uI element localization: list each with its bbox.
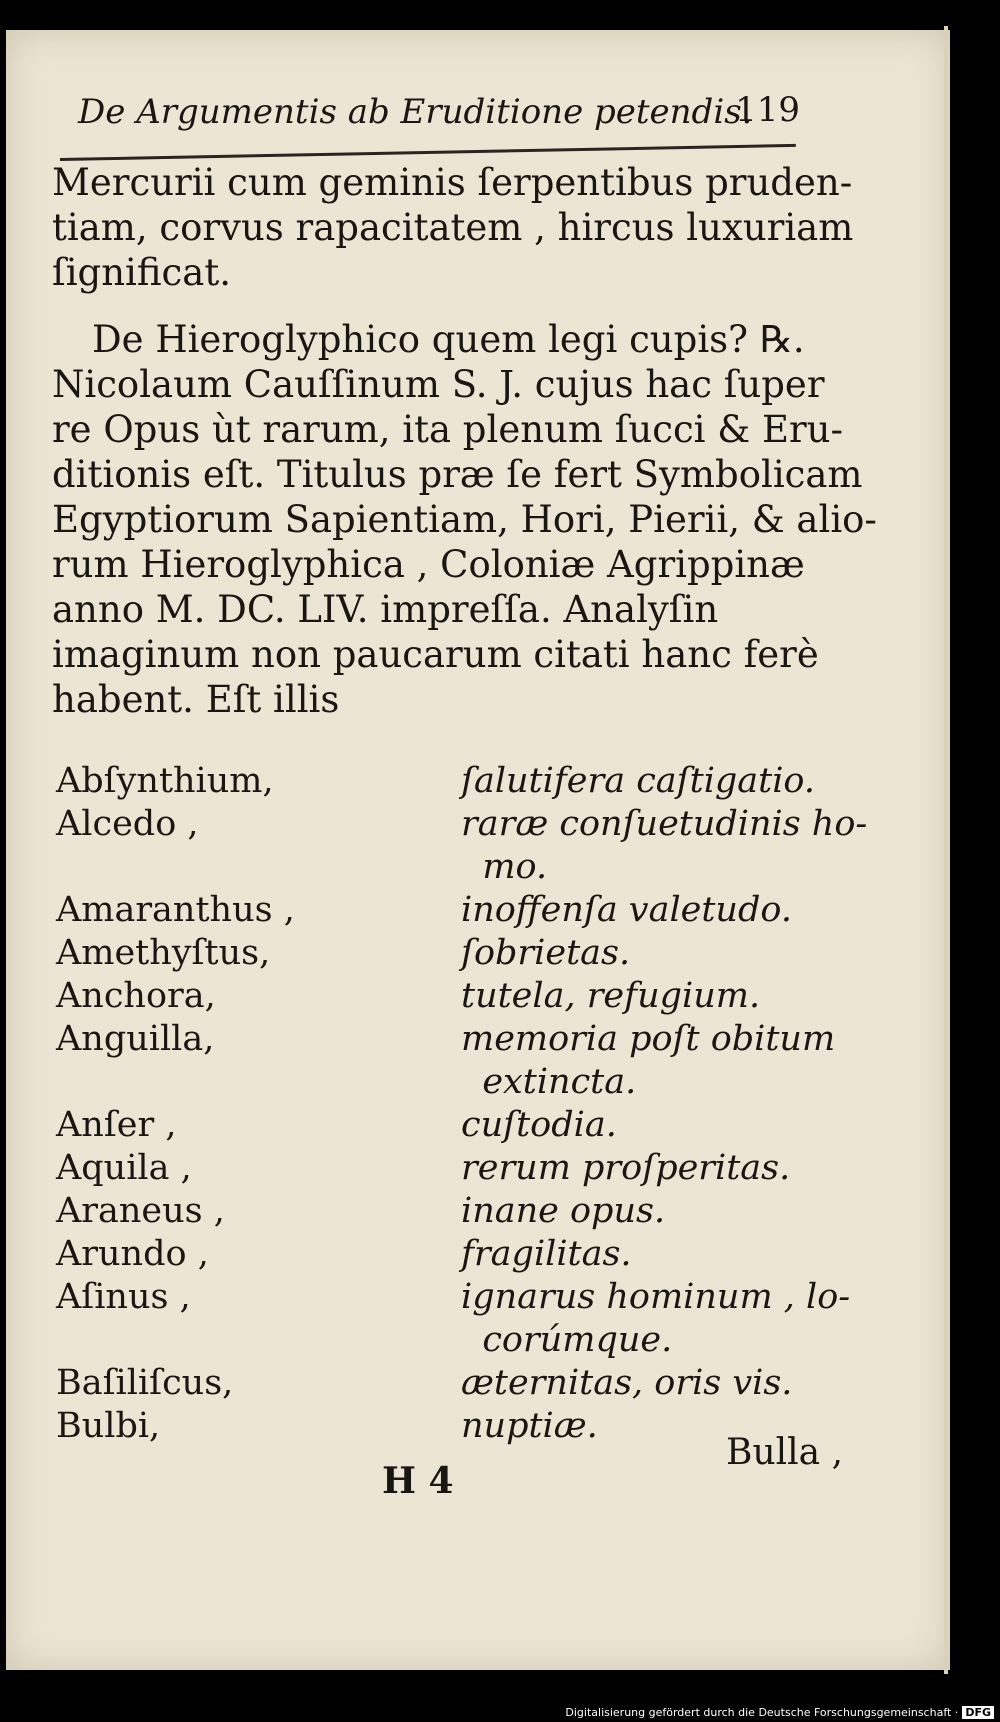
- page-edge: [944, 26, 948, 1674]
- entry-term: Anſer ,: [56, 1105, 177, 1145]
- text-line: habent. Eſt illis: [52, 678, 340, 721]
- list-item: [56, 1104, 826, 1147]
- text-line: Mercurii cum geminis ſerpentibus pruden-: [52, 161, 853, 204]
- text-line: rum Hieroglyphica , Coloniæ Agrippinæ: [52, 543, 805, 586]
- entry-meaning: ſalutifera caſtigatio.: [461, 761, 815, 801]
- entry-meaning: raræ conſuetudinis ho-: [461, 804, 868, 844]
- catchword: Bulla ,: [726, 1432, 844, 1473]
- list-item: [56, 1147, 826, 1190]
- list-item: [56, 889, 826, 932]
- entry-meaning: cuſtodia.: [461, 1105, 617, 1145]
- text-line: tiam, corvus rapacitatem , hircus luxuriam: [52, 206, 854, 249]
- list-item: [56, 1233, 826, 1276]
- list-item: [56, 1276, 851, 1319]
- signature-mark: H 4: [382, 1460, 454, 1502]
- list-item: [56, 932, 826, 975]
- entry-meaning-continuation: mo.: [482, 847, 548, 887]
- entry-meaning: fragilitas.: [461, 1234, 632, 1274]
- entry-term: Anchora,: [56, 976, 216, 1016]
- text-line: anno M. DC. LIV. impreſſa. Analyſin: [52, 588, 719, 631]
- entry-term: Bulbi,: [56, 1406, 161, 1446]
- list-item: [56, 803, 868, 846]
- list-item-continuation: [56, 1061, 826, 1104]
- entry-term: Araneus ,: [56, 1191, 225, 1231]
- entry-meaning: rerum proſperitas.: [461, 1148, 791, 1188]
- entry-term: Amethyſtus,: [56, 933, 271, 973]
- entry-term: Anguilla,: [56, 1019, 215, 1059]
- list-item: [56, 1018, 836, 1061]
- entry-meaning: tutela, refugium.: [461, 976, 761, 1016]
- paragraph-1: [52, 160, 854, 295]
- page-number: 119: [735, 90, 800, 130]
- entry-term: Amaranthus ,: [56, 890, 295, 930]
- text-line: De Hieroglyphico quem legi cupis? ℞.: [92, 318, 805, 361]
- text-line: ditionis eſt. Titulus præ ſe fert Symbolicam: [52, 453, 863, 496]
- entry-meaning-continuation: extincta.: [482, 1062, 637, 1102]
- entry-meaning-continuation: corúmque.: [482, 1320, 673, 1360]
- page-header: [78, 92, 800, 152]
- text-line: re Opus ùt rarum, ita plenum ſucci & Eru-: [52, 408, 844, 451]
- text-line: Nicolaum Cauſſinum S. J. cujus hac ſuper: [52, 363, 825, 406]
- dfg-logo: DFG: [962, 1706, 994, 1719]
- entry-term: Aſinus ,: [56, 1277, 191, 1317]
- entry-term: Arundo ,: [56, 1234, 209, 1274]
- text-line: ſignificat.: [52, 251, 231, 294]
- list-item-continuation: [56, 846, 826, 889]
- entry-meaning: inoffenſa valetudo.: [461, 890, 792, 930]
- entry-meaning: æternitas, oris vis.: [461, 1363, 793, 1403]
- list-item: [56, 760, 826, 803]
- digitization-credit: [565, 1706, 994, 1719]
- list-item: [56, 1405, 826, 1448]
- list-item: [56, 975, 826, 1018]
- list-item-continuation: [56, 1319, 826, 1362]
- hieroglyph-list: [56, 760, 868, 1448]
- entry-term: Aquila ,: [56, 1148, 192, 1188]
- body-text: [52, 160, 877, 722]
- entry-term: Baſiliſcus,: [56, 1363, 234, 1403]
- text-line: imaginum non paucarum citati hanc ferè: [52, 633, 819, 676]
- paragraph-2: [52, 317, 877, 722]
- entry-meaning: ſobrietas.: [461, 933, 631, 973]
- list-item: [56, 1190, 826, 1233]
- entry-meaning: memoria poſt obitum: [461, 1019, 836, 1059]
- entry-meaning: ignarus hominum , lo-: [461, 1277, 851, 1317]
- text-line: Egyptiorum Sapientiam, Hori, Pierii, & alio-: [52, 498, 877, 541]
- entry-term: Abſynthium,: [56, 761, 274, 801]
- running-title: De Argumentis ab Eruditione petendis.: [78, 92, 753, 132]
- entry-meaning: inane opus.: [461, 1191, 666, 1231]
- entry-meaning: nuptiæ.: [461, 1406, 598, 1446]
- list-item: [56, 1362, 826, 1405]
- credit-text: Digitalisierung gefördert durch die Deutsche Forschungsgemeinschaft ·: [565, 1706, 959, 1719]
- entry-term: Alcedo ,: [56, 804, 199, 844]
